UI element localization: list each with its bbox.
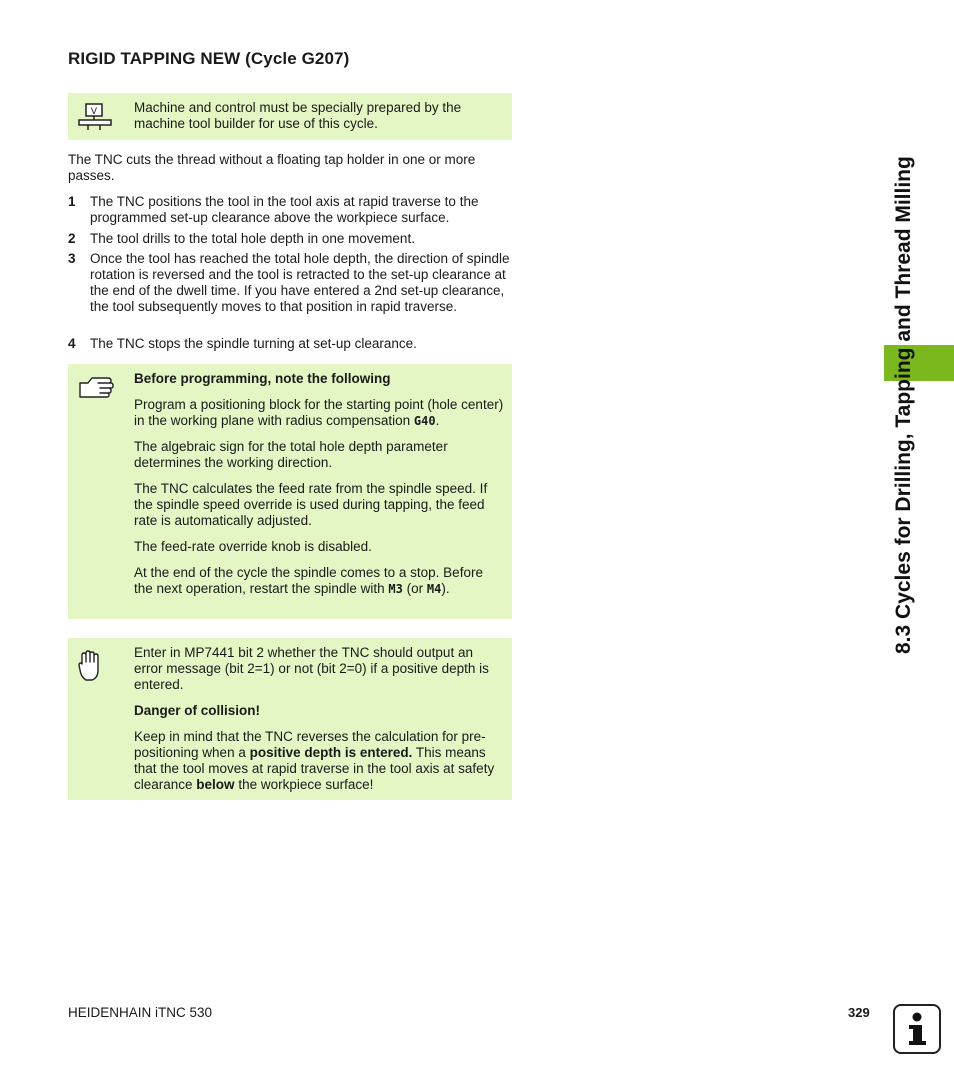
- note-paragraph: The feed-rate override knob is disabled.: [134, 539, 372, 554]
- programming-note-box: [68, 364, 512, 619]
- machine-note-text: Machine and control must be specially prepared by the machine tool builder for use of this cycle.: [134, 100, 462, 131]
- note-paragraph: The TNC calculates the feed rate from the spindle speed. If the spindle speed override is used during tapping, the feed rate is automatically adjusted.: [134, 481, 488, 528]
- programming-note-body: [134, 371, 504, 607]
- machine-icon: [78, 102, 112, 137]
- pointing-hand-icon: [78, 374, 114, 405]
- step-number: 2: [68, 231, 76, 246]
- svg-text:V: V: [90, 107, 98, 117]
- page-heading: RIGID TAPPING NEW (Cycle G207): [68, 49, 350, 68]
- note-paragraph: Program a positioning block for the starting point (hole center) in the working plane with radius compensation G40.: [134, 397, 504, 428]
- note-paragraph: Enter in MP7441 bit 2 whether the TNC should output an error message (bit 2=1) or not (bit 2=0) if a positive depth is entered.: [134, 645, 489, 692]
- warning-note-box: [68, 638, 512, 800]
- step-number: 1: [68, 194, 76, 209]
- warning-hand-icon: [78, 650, 102, 687]
- code-g40: G40: [413, 414, 436, 428]
- step-text: The tool drills to the total hole depth in one movement.: [90, 231, 415, 246]
- note-paragraph: The algebraic sign for the total hole depth parameter determines the working direction.: [134, 439, 448, 470]
- code-m4: M4: [426, 582, 442, 596]
- step-number: 4: [68, 336, 76, 351]
- note-paragraph: At the end of the cycle the spindle comes to a stop. Before the next operation, restart the spindle with M3 (or M4).: [134, 565, 483, 596]
- programming-note-title: Before programming, note the following: [134, 371, 391, 386]
- step-text: The TNC stops the spindle turning at set-up clearance.: [90, 336, 417, 351]
- danger-title: Danger of collision!: [134, 703, 261, 718]
- info-icon: [893, 1004, 941, 1054]
- machine-note-box: [68, 93, 512, 140]
- step-text: The TNC positions the tool in the tool axis at rapid traverse to the programmed set-up clearance above the workpiece surface.: [90, 194, 479, 225]
- step-number: 3: [68, 251, 76, 266]
- step-text: Once the tool has reached the total hole depth, the direction of spindle rotation is reversed and the tool is retracted to the set-up clearance at the end of the dwell time. If you have entered a 2nd set-up clearance, the tool subsequently moves to that position in rapid traverse.: [90, 251, 510, 314]
- intro-paragraph: The TNC cuts the thread without a floating tap holder in one or more passes.: [68, 152, 476, 183]
- page-number: 329: [848, 1005, 870, 1020]
- code-m3: M3: [388, 582, 403, 596]
- footer-product: HEIDENHAIN iTNC 530: [68, 1005, 213, 1020]
- note-paragraph: Keep in mind that the TNC reverses the calculation for pre-positioning when a positive depth is entered. This means that the tool moves at rapid traverse in the tool axis at safety clearance below the workpiece surface!: [134, 729, 495, 792]
- warning-note-body: [134, 645, 504, 803]
